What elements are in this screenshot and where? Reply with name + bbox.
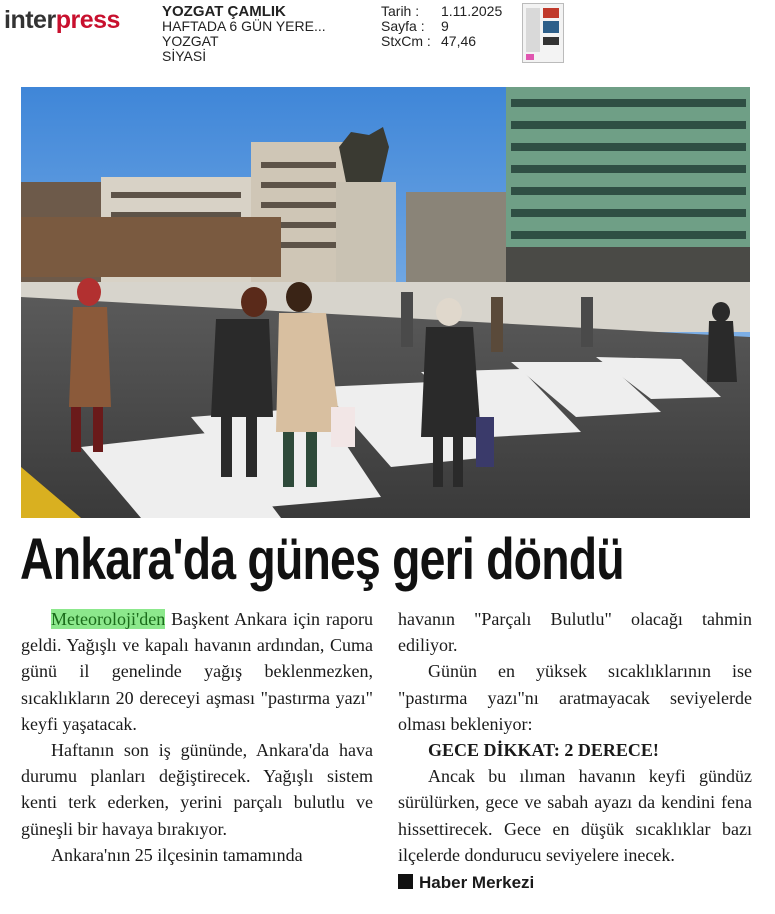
square-bullet-icon: [398, 874, 413, 889]
field-row-date: Tarih : 1.11.2025: [381, 3, 503, 19]
subheading: GECE DİKKAT: 2 DERECE!: [428, 740, 659, 761]
interpress-logo: interpress: [4, 6, 120, 34]
paragraph-2: Haftanın son iş gününde, Ankara'da hava durumu planları değiştirecek. Yağışlı sistem kenti terk ederken, yerini parçalı bulutlu ve güneşli bir havaya bırakıyor.: [21, 740, 373, 839]
page-value: 9: [441, 18, 449, 34]
clipping-info: [162, 4, 326, 64]
article-headline: Ankara'da güneş geri döndü: [20, 527, 624, 592]
paragraph-1: Meteoroloji'den Başkent Ankara için raporu geldi. Yağışlı ve kapalı havanın ardından, Cuma günü il genelinde yağış beklenmezken, sıcaklıkların 20 dereceyi aşması "pastırma yazı" keyfi yaşatacak.: [21, 609, 373, 734]
field-row-page: Sayfa : 9: [381, 18, 449, 34]
date-value: 1.11.2025: [441, 3, 503, 19]
paragraph-5: Ancak bu ılıman havanın keyfi gündüz sürülürken, gece ve sabah ayazı da kendini fena hissettirecek. Gece en düşük sıcaklıklar bazı ilçelerde dondurucu seviyelere inecek.: [398, 766, 752, 865]
byline: Haber Merkezi: [398, 870, 752, 896]
paragraph-4: Günün en yüksek sıcaklıklarının ise "pastırma yazı"nı aratmayacak seviyelerde olması bekleniyor:: [398, 661, 752, 734]
article-photo: [21, 87, 750, 518]
paragraph-3-start: Ankara'nın 25 ilçesinin tamamında: [51, 844, 303, 865]
clipping-city: YOZGAT: [162, 33, 219, 49]
publication-name: YOZGAT ÇAMLIK: [162, 3, 286, 20]
clipping-fields: [381, 4, 502, 49]
clipping-category: SİYASİ: [162, 48, 207, 64]
article-column-left: [21, 606, 373, 868]
page-thumbnail[interactable]: [522, 3, 564, 63]
field-row-stxcm: StxCm : 47,46: [381, 33, 477, 49]
paragraph-3-end: havanın "Parçalı Bulutlu" olacağı tahmin ediliyor.: [398, 609, 752, 656]
clipping-headline: HAFTADA 6 GÜN YERE...: [162, 18, 326, 34]
stxcm-value: 47,46: [441, 33, 477, 49]
highlighted-keyword: Meteoroloji'den: [51, 609, 166, 629]
article-column-right: [398, 606, 752, 896]
